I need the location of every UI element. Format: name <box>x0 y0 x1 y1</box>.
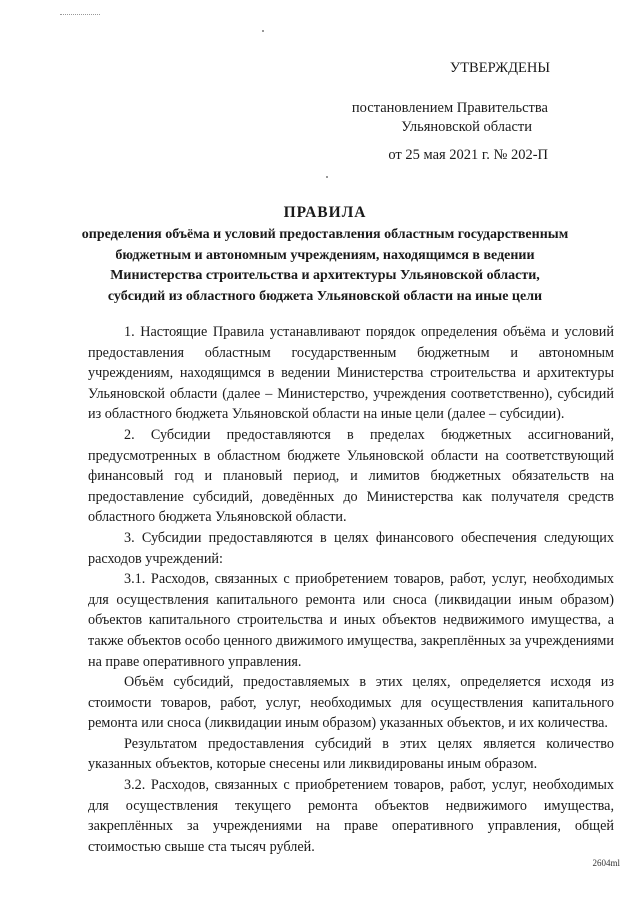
paragraph-3: 3. Субсидии предоставляются в целях финансового обеспечения следующих расходов учреждений: <box>88 529 614 567</box>
document-body <box>88 322 614 857</box>
approval-line-2: Ульяновской области <box>401 119 532 135</box>
paragraph-2: 2. Субсидии предоставляются в пределах бюджетных ассигнований, предусмотренных в областном бюджете Ульяновской области на соответствующий финансовый год и плановый период, и лимитов бюджетных обязательств на предоставление субсидий, доведённых до Министерства как получателя средств областного бюджета Ульяновской области. <box>88 426 614 526</box>
paragraph-3-1: 3.1. Расходов, связанных с приобретением товаров, работ, услуг, необходимых для осуществления капитального ремонта или сноса (ликвидации иным образом) объектов капитального строительства и иных объектов недвижимого имущества, а также объектов особо ценного движимого имущества, закреплённых за учреждениями на праве оперативного управления. <box>88 571 614 670</box>
scan-artifact-line <box>60 14 100 15</box>
rules-title <box>80 204 570 307</box>
paragraph-3-2: 3.2. Расходов, связанных с приобретением товаров, работ, услуг, необходимых для осуществления текущего ремонта объектов недвижимого имущества, закреплённых за учреждениями на праве оперативного управления, общей стоимостью свыше ста тысяч рублей. <box>88 777 614 855</box>
approval-heading: УТВЕРЖДЕНЫ <box>449 60 550 76</box>
paragraph-1: 1. Настоящие Правила устанавливают порядок определения объёма и условий предоставления областным государственным бюджетным и автономным учреждениям, находящимся в ведении Министерства строительства и архитектуры Ульяновской области (далее – Министерство, учреждения соответственно), субсидий из областного бюджета Ульяновской области на иные цели (далее – субсидии). <box>88 324 614 423</box>
paragraph-result: Результатом предоставления субсидий в этих целях является количество указанных объектов, которые снесены или ликвидированы иным образом. <box>88 735 614 773</box>
approval-line-1: постановлением Правительства <box>351 100 548 116</box>
approval-line-3: от 25 мая 2021 г. № 202-П <box>388 147 548 163</box>
scan-artifact-dot <box>326 176 328 178</box>
scan-artifact-dot <box>262 30 264 32</box>
rules-title-main: ПРАВИЛА <box>283 204 367 221</box>
rules-title-subtitle: определения объёма и условий предоставления областным государственным бюджетным и автономным учреждениям, находящимся в ведении Министерства строительства и архитектуры Ульяновской области, субсидий из областного бюджета Ульяновской области на иные цели <box>81 227 569 304</box>
paragraph-volume: Объём субсидий, предоставляемых в этих целях, определяется исходя из стоимости товаров, работ, услуг, необходимых для осуществления капитального ремонта или сноса (ликвидации иным образом) указанных объектов, и их количества. <box>88 674 614 732</box>
document-code: 2604ml <box>592 858 620 868</box>
